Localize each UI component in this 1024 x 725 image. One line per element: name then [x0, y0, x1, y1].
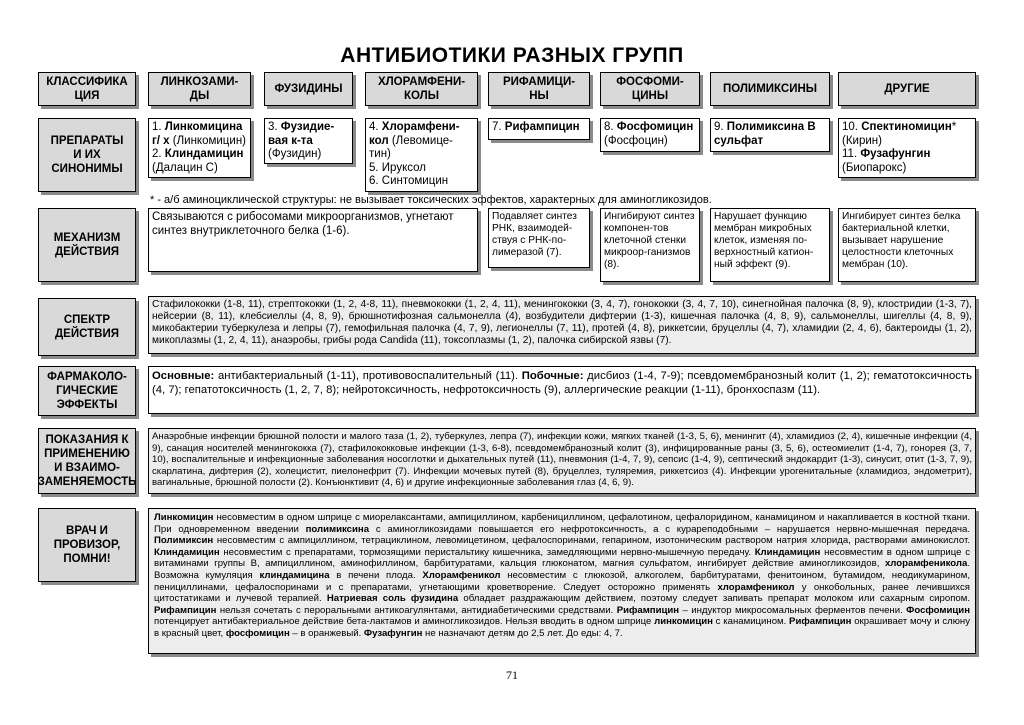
drug-name-bold: клиндамицина: [259, 569, 330, 581]
mech-rifamycins: Подавляет синтез РНК, взаимодей-ствуя с РНК-по-лимеразой (7).: [488, 208, 590, 268]
doctor-note-segment: потенцирует антибактериальное действие бета-лактамов и аминогликозидов. Нельзя вводить в одном шприце: [154, 616, 655, 628]
doctor-note-segment: не назначают детям до 2,5 лет. До еды: 4, 7.: [422, 627, 623, 639]
header-rifamycins: РИФАМИЦИ- НЫ: [488, 72, 590, 106]
header-classification: КЛАССИФИКА ЦИЯ: [38, 72, 136, 106]
drug-name-bold: Линкомицин: [154, 512, 214, 523]
row-label-mechanism: МЕХАНИЗМ ДЕЙСТВИЯ: [38, 208, 136, 282]
prep-fosfomycins: 8. Фосфомицин (Фосфоцин): [600, 118, 700, 152]
prep-polymyxins: 9. Полимиксина В сульфат: [710, 118, 830, 152]
drug-name-bold: Фузафунгин: [363, 627, 423, 639]
doctor-note-text: [148, 508, 976, 654]
prep-rifamycins: 7. Рифампицин: [488, 118, 590, 140]
page-number: 71: [506, 668, 518, 682]
drug-name-bold: линкомицин: [654, 616, 713, 628]
mech-others: Ингибирует синтез белка бактериальной клетки, вызывает нарушение целостности клеточных мембран (10).: [838, 208, 976, 282]
drug-name-bold: Клиндамицин: [754, 546, 821, 558]
drug-name-bold: хлорамфеникола: [884, 558, 968, 570]
pharm-side-label: Побочные:: [521, 370, 584, 382]
drug-name-bold: хлорамфеникол: [717, 581, 795, 593]
drug-name-bold: фосфомицин: [225, 627, 290, 639]
doctor-note-segment: – в оранжевый.: [289, 627, 364, 639]
doctor-note-segment: в печени плода.: [329, 569, 423, 581]
header-fosfomycins: ФОСФОМИ- ЦИНЫ: [600, 72, 700, 106]
header-fusidines: ФУЗИДИНЫ: [264, 72, 353, 106]
doctor-note-segment: несовместим с глюкозой, алкоголем, барбитуратами, фенитоином, бутамидом, неодикумарином, пенициллинами, цефалоспоринами и с препаратами, угнетающими кроветворение. Следует осторожно применять: [154, 569, 970, 593]
pharm-side: дисбиоз (1-4, 7-9); псевдомембранозный колит (1, 2); гематотоксичность (4, 7); гепатотоксичность (1, 2, 7, 8); нейротоксичность, нефротоксичность (9), аллергические реакции (1-11), бронхоспазм (11).: [152, 370, 972, 396]
drug-name-bold: Хлорамфеникол: [422, 569, 501, 581]
row-label-preparations: ПРЕПАРАТЫ И ИХ СИНОНИМЫ: [38, 118, 136, 192]
doctor-note-segment: несовместим в одном шприце с витаминами группы В, ампициллином, аминофиллином, барбитуратами, кальция глюконатом, магния сульфатом, ингибирует действие аминогликозидов,: [154, 546, 970, 570]
spectrum-text: Стафилококки (1-8, 11), стрептококки (1, 2, 4-8, 11), пневмококки (1, 2, 4, 11), менингококки (3, 4, 7), гонококки (3, 4, 7, 10), синегнойная палочка (8, 9), клостридии (1-3, 7), нейсерии (8, 11), клебсиеллы (4, 8, 9), брюшнотифозная сальмонелла (4), возбудители дифтерии (1-3), кишечная палочка (4, 8, 9), сальмонеллы, шигеллы (4, 8, 9), микобактерии туберкулеза и лепры (7), гемофильная палочка (4, 7, 9), легионеллы (7, 11), протей (4, 8), риккетсии, бруцеллы (4, 7), хламидии (2, 4, 6), бактероиды (1, 2), микоплазмы (1, 2, 4, 11), анаэробы, грибы рода Candida (11), токсоплазмы (1, 2), палочка сибирской язвы (7).: [148, 296, 976, 354]
drug-name-bold: Рифампицин: [154, 604, 217, 616]
drug-name-bold: Клиндамицин: [154, 546, 220, 558]
doctor-note-segment: несовместим в одном шприце с миорелаксантами, ампициллином, карбенициллином, цефалотином, цефалоридином, канамицином и накапливается в костной ткани. При одновременном введении: [154, 512, 970, 535]
row-label-doctor: ВРАЧ И ПРОВИЗОР, ПОМНИ!: [38, 508, 136, 582]
pharm-main: антибактериальный (1-11), противовоспалительный (11).: [214, 370, 522, 382]
doctor-note-segment: несовместим с препаратами, тормозящими перистальтику кишечника, замедляющими нервно-мышечную передачу.: [219, 546, 755, 558]
doctor-note-segment: – индуктор микросомальных ферментов печени.: [679, 604, 907, 616]
row-label-pharm-effects: ФАРМАКОЛО- ГИЧЕСКИЕ ЭФФЕКТЫ: [38, 366, 136, 416]
doctor-note-segment: обладает раздражающим действием, поэтому следует запивать препарат молоком или сахарным сиропом.: [458, 593, 971, 605]
drug-name-bold: полимиксина: [305, 523, 370, 535]
doctor-note-segment: с аминогликозидами повышается его нефротоксичность, а с курареподобными – нарушается нервно-мышечная передача.: [369, 523, 970, 535]
pharm-effects-text: [148, 366, 976, 414]
footnote: * - а/б аминоциклической структуры: не вызывает токсических эффектов, характерных для аминогликозидов.: [150, 194, 712, 206]
header-others: ДРУГИЕ: [838, 72, 976, 106]
mech-ribosome: Связываются с рибосомами микроорганизмов, угнетают синтез внутриклеточного белка (1-6).: [148, 208, 478, 272]
header-chloramphenicols: ХЛОРАМФЕНИ- КОЛЫ: [365, 72, 478, 106]
drug-name-bold: Полимиксин: [154, 535, 214, 547]
pharm-main-label: Основные:: [152, 370, 215, 382]
prep-chloramphenicols: 4. Хлорамфени-кол (Левомице-тин) 5. Ируксол 6. Синтомицин: [365, 118, 478, 192]
doctor-note-segment: . Возможна кумуляция: [154, 558, 970, 581]
prep-others: 10. Спектиномицин* (Кирин) 11. Фузафунгин (Биопарокс): [838, 118, 976, 178]
page-title: АНТИБИОТИКИ РАЗНЫХ ГРУПП: [340, 44, 684, 67]
drug-name-bold: Рифампицин: [789, 616, 852, 628]
indications-text: Анаэробные инфекции брюшной полости и малого таза (1, 2), туберкулез, лепра (7), инфекции кожи, мягких тканей (1-3, 5, 6), менингит (4), хламидиоз (2, 4), кишечные инфекции (4, 9), санация носителей менингококка (7), стафилококковые инфекции (1-3, 6-8), псевдомембранозный колит (3), инфицированные раны (3, 5, 6), остеомиелит (1-4, 7), гонорея (3, 7, 10), воспалительные и инфекционные заболевания носоглотки и дыхательных путей (11), пневмония (1-4, 7, 9), сепсис (1-4, 9), септический эндокардит (1-3), синусит, отит (1-3, 7, 9), скарлатина, дифтерия (2), холецистит, пиелонефрит (7). Инфекции мочевых путей (8), бруцеллез, туляремия, риккетсиоз (4). Инфекции урогенитальные (хламидиоз, эндометрит), вагинальные, брюшной полости (2). Конъюнктивит (4, 6) и другие инфекционные заболевания глаз (4, 6, 9).: [148, 428, 976, 494]
header-polymyxins: ПОЛИМИКСИНЫ: [710, 72, 830, 106]
drug-name-bold: Рифампицин: [616, 604, 680, 616]
doctor-note-segment: с канамицином.: [712, 616, 790, 628]
drug-name-bold: Натриевая соль фузидина: [326, 593, 459, 605]
doctor-note-segment: несовместим с ампициллином, тетрациклином, левомицетином, цефалоспоринами, гепарином, изотоническим раствором натрия хлорида, растворами аминокислот.: [213, 535, 970, 547]
prep-lincosamides: 1. Линкомицина г/ х (Линкомицин) 2. Клиндамицин (Далацин С): [148, 118, 251, 178]
prep-fusidines: 3. Фузидие-вая к-та (Фузидин): [264, 118, 353, 164]
row-label-spectrum: СПЕКТР ДЕЙСТВИЯ: [38, 298, 136, 356]
doctor-note-segment: окрашивает мочу и слюну в красный цвет,: [154, 616, 971, 639]
header-lincosamides: ЛИНКОЗАМИ- ДЫ: [148, 72, 251, 106]
doctor-note-segment: нельзя сочетать с пероральными антикоагулянтами, антидиабетическими средствами.: [216, 604, 617, 616]
mech-polymyxins: Нарушает функцию мембран микробных клеток, изменяя по-верхностный катион-ный эффект (9).: [710, 208, 830, 282]
drug-name-bold: Фосфомицин: [906, 604, 971, 616]
row-label-indications: ПОКАЗАНИЯ К ПРИМЕНЕНИЮ И ВЗАИМО- ЗАМЕНЯЕМОСТЬ: [38, 428, 136, 494]
doctor-note-segment: у онкобольных, ранее лечившихся цитостатиками и лучевой терапией.: [154, 581, 970, 605]
mech-fosfomycins: Ингибируют синтез компонен-тов клеточной стенки микроор-ганизмов (8).: [600, 208, 700, 282]
